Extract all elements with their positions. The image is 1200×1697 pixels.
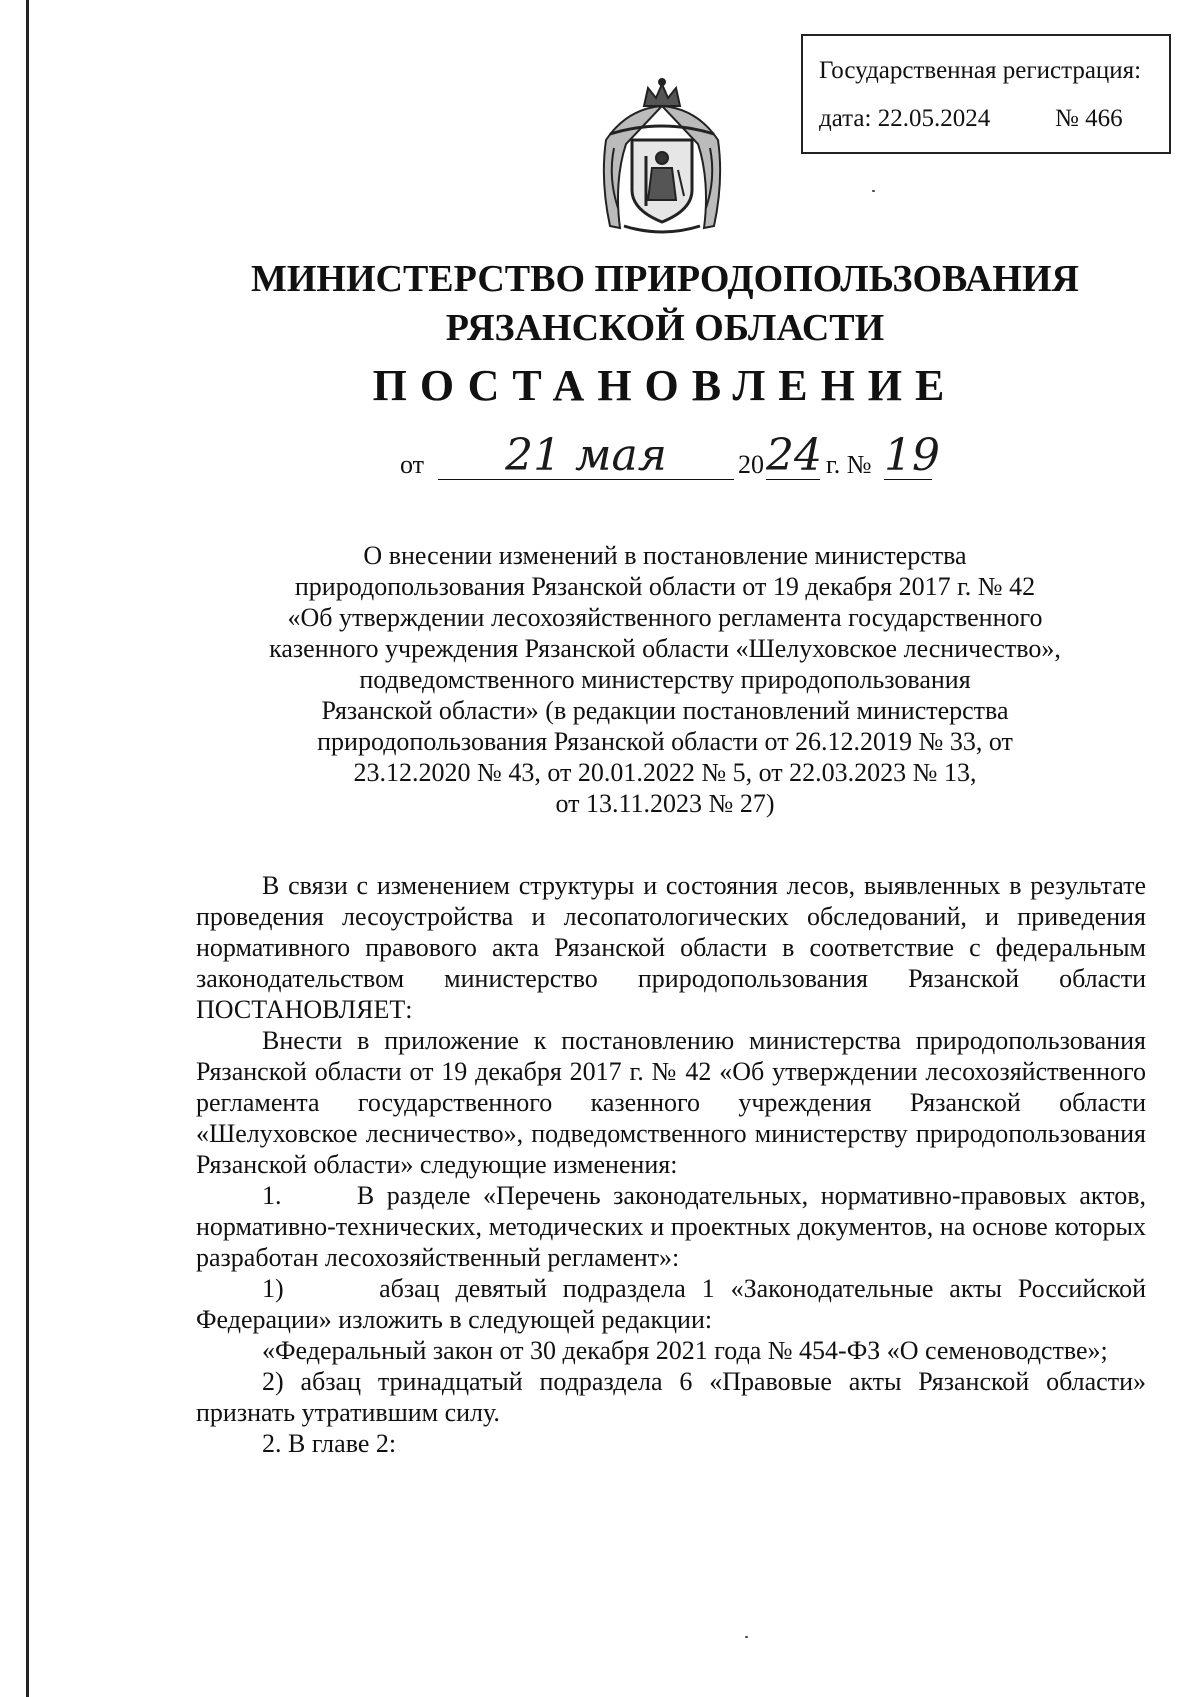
item-1-2-paragraph: 2) абзац тринадцатый подраздела 6 «Правовые акты Рязанской области» признать утратившим силу.: [196, 1367, 1146, 1427]
scan-speck: [872, 190, 875, 192]
item-2-paragraph: 2. В главе 2:: [262, 1429, 397, 1458]
preamble-paragraph: В связи с изменением структуры и состояния лесов, выявленных в результате проведения лесоустройства и лесопатологических обследований, и приведения нормативного правового акта Рязанской области в соответствие с федеральным законодательством министерство природопользования Рязанской области ПОСТАНОВЛЯЕТ:: [196, 871, 1146, 1024]
title-line: природопользования Рязанской области от 26.12.2019 № 33, от: [317, 727, 1013, 756]
title-line: Рязанской области» (в редакции постановлений министерства: [321, 696, 1009, 725]
handwritten-day-month: 21 мая: [438, 433, 734, 480]
item-1-1-paragraph: 1) абзац девятый подраздела 1 «Законодательные акты Российской Федерации» изложить в следующей редакции:: [196, 1274, 1153, 1334]
ministry-name-line2: РЯЗАНСКОЙ ОБЛАСТИ: [445, 307, 885, 349]
year-suffix: г. №: [826, 450, 872, 479]
handwritten-number: 19: [884, 430, 940, 481]
resolution-title: [200, 540, 1130, 819]
registration-number: № 466: [1055, 105, 1123, 132]
resolution-date-line: [400, 430, 960, 480]
title-line: казенного учреждения Рязанской области «Шелуховское лесничество»,: [269, 634, 1061, 663]
scan-speck: [745, 1636, 748, 1638]
title-line: природопользования Рязанской области от 19 декабря 2017 г. № 42: [294, 572, 1036, 601]
document-type: ПОСТАНОВЛЕНИЕ: [372, 361, 958, 410]
quoted-text-paragraph: «Федеральный закон от 30 декабря 2021 года № 454-ФЗ «О семеноводстве»;: [262, 1336, 1108, 1365]
date-prefix: от: [400, 450, 425, 479]
registration-title: Государственная регистрация:: [819, 57, 1142, 84]
year-prefix: 20: [738, 450, 764, 479]
resolution-body: [196, 870, 1153, 1459]
ministry-name-line1: МИНИСТЕРСТВО ПРИРОДОПОЛЬЗОВАНИЯ: [250, 258, 1079, 300]
intro-paragraph: Внести в приложение к постановлению министерства природопользования Рязанской области от 19 декабря 2017 г. № 42 «Об утверждении лесохозяйственного регламента государственного казенного учреждения Рязанской области «Шелуховское лесничество», подведомственного министерству природопользования Рязанской области» следующие изменения:: [196, 1026, 1146, 1179]
item-1-paragraph: 1. В разделе «Перечень законодательных, нормативно-правовых актов, нормативно-технических, методических и проектных документов, на основе которых разработан лесохозяйственный регламент»:: [196, 1181, 1153, 1272]
title-line: О внесении изменений в постановление министерства: [363, 541, 967, 570]
title-line: 23.12.2020 № 43, от 20.01.2022 № 5, от 22.03.2023 № 13,: [353, 758, 977, 787]
title-line: от 13.11.2023 № 27): [555, 789, 775, 818]
ministry-name: [0, 255, 1200, 353]
title-line: подведомственного министерству природопользования: [359, 665, 971, 694]
registration-date: дата: 22.05.2024: [819, 105, 991, 132]
handwritten-year: 24: [766, 430, 822, 481]
registration-stamp: [801, 34, 1171, 154]
title-line: «Об утверждении лесохозяйственного регламента государственного: [287, 603, 1043, 632]
coat-of-arms-icon: [596, 78, 728, 238]
